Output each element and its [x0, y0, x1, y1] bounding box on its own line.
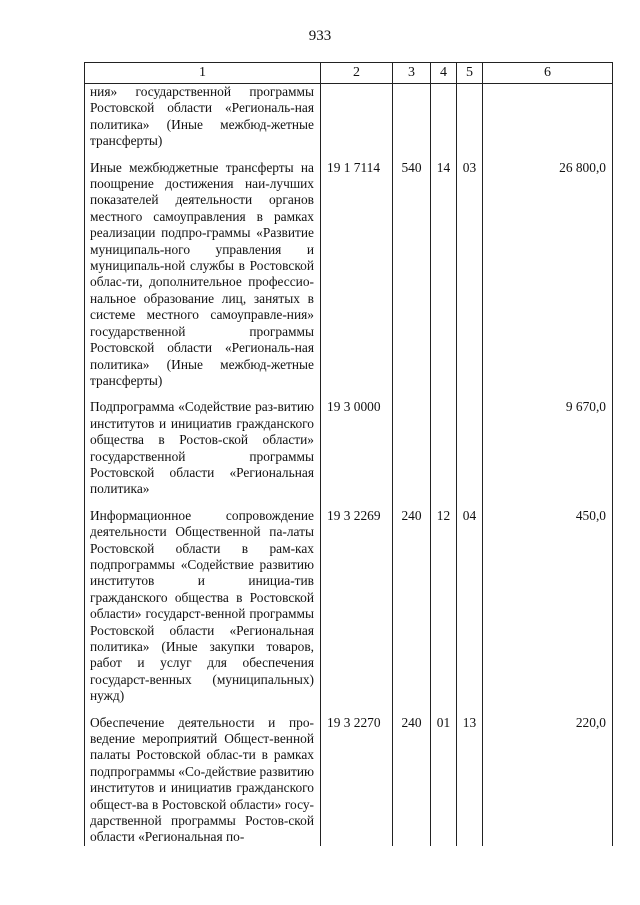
row-col-5: [457, 399, 483, 507]
row-code: 19 3 0000: [321, 399, 393, 507]
page-number: 933: [308, 28, 332, 44]
row-code: 19 3 2270: [321, 715, 393, 846]
row-description: ния» государственной программы Ростовской области «Региональ-ная политика» (Иные межбюд-жетные трансферты): [85, 84, 321, 160]
row-amount: 9 670,0: [483, 399, 613, 507]
row-col-5: [457, 84, 483, 160]
table-row: [85, 715, 613, 846]
row-description: Иные межбюджетные трансферты на поощрение достижения наи-лучших показателей деятельности органов местного самоуправления в рамках реализации подпро-граммы «Развитие муниципаль-ного управления и муниципаль-ной службы в Ростовской облас-ти, дополнительное профессио-нальное образование лиц, занятых в системе местного самоуправле-ния» государственной программы Ростовской области «Региональ-ная политика» (Иные межбюд-жетные трансферты): [85, 160, 321, 400]
row-description: Подпрограмма «Содействие раз-витию институтов и инициатив гражданского общества в Ростов-ской области» государственной программы Ростовской области «Региональная политика»: [85, 399, 321, 507]
row-col-5: 04: [457, 508, 483, 715]
table-row: [85, 160, 613, 400]
row-col-4: 14: [431, 160, 457, 400]
row-amount: 450,0: [483, 508, 613, 715]
row-col-3: 240: [393, 715, 431, 846]
header-cell-3: 3: [393, 63, 431, 84]
table-row: [85, 399, 613, 507]
budget-table: [84, 62, 613, 846]
header-cell-5: 5: [457, 63, 483, 84]
row-col-5: 13: [457, 715, 483, 846]
header-cell-6: 6: [483, 63, 613, 84]
table-row: [85, 508, 613, 715]
row-col-3: [393, 399, 431, 507]
row-col-5: 03: [457, 160, 483, 400]
row-description: Обеспечение деятельности и про-ведение мероприятий Общест-венной палаты Ростовской облас-ти в рамках подпрограммы «Со-действие развитию институтов и инициатив гражданского общест-ва в Ростовской области» госу-дарственной программы Ростов-ской области «Региональная по-: [85, 715, 321, 846]
row-col-3: [393, 84, 431, 160]
header-row: [85, 63, 613, 84]
row-code: 19 1 7114: [321, 160, 393, 400]
header-cell-4: 4: [431, 63, 457, 84]
row-col-4: [431, 84, 457, 160]
row-col-4: 12: [431, 508, 457, 715]
row-code: [321, 84, 393, 160]
header-cell-1: 1: [85, 63, 321, 84]
row-amount: [483, 84, 613, 160]
row-col-4: 01: [431, 715, 457, 846]
table-row: [85, 84, 613, 160]
row-col-4: [431, 399, 457, 507]
header-cell-2: 2: [321, 63, 393, 84]
row-code: 19 3 2269: [321, 508, 393, 715]
row-amount: 220,0: [483, 715, 613, 846]
row-col-3: 540: [393, 160, 431, 400]
row-description: Информационное сопровождение деятельности Общественной па-латы Ростовской области в рам-ках подпрограммы «Содействие развитию институтов и инициа-тив гражданского общества в Ростовской области» государст-венной программы Ростовской области «Региональная политика» (Иные закупки товаров, работ и услуг для обеспечения государст-венных (муниципальных) нужд): [85, 508, 321, 715]
row-amount: 26 800,0: [483, 160, 613, 400]
row-col-3: 240: [393, 508, 431, 715]
